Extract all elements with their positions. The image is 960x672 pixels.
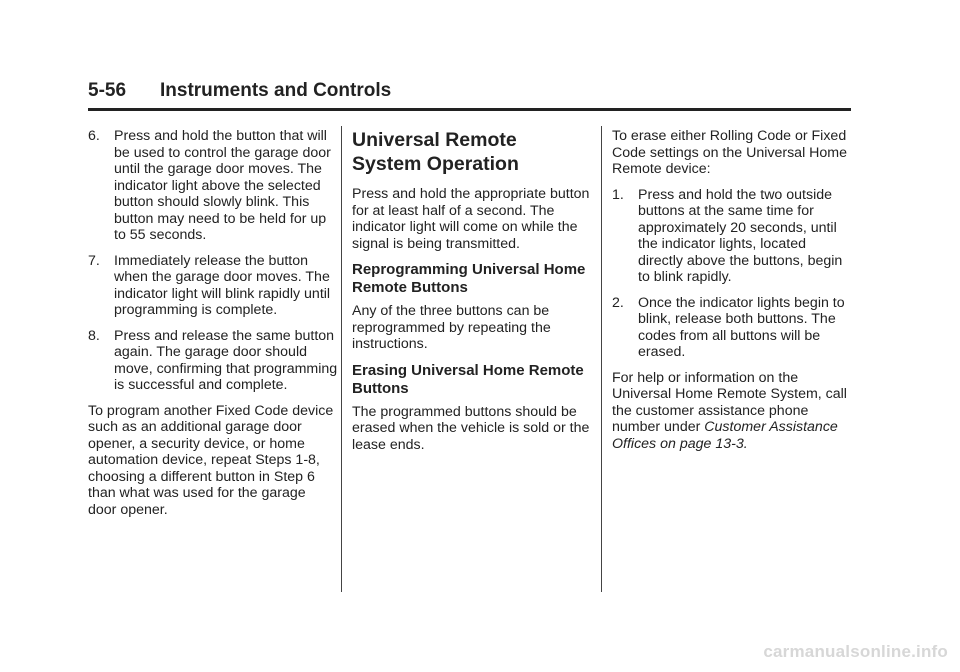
subsection-heading: Erasing Universal Home Remote Buttons: [352, 361, 584, 397]
step-number: 2.: [612, 294, 624, 311]
list-item: [88, 328, 338, 394]
column-divider: [341, 126, 342, 592]
section-heading: Universal Remote System Operation: [352, 129, 519, 175]
list-item: [612, 295, 852, 361]
help-text: For help or information on the Universal Home Remote System, call the customer assistance phone number under: [612, 369, 847, 435]
body-paragraph: To program another Fixed Code device such as an additional garage door opener, a security device, or home automation device, repeat Steps 1-8, choosing a different button in Step 6 than what was used for the garage door opener.: [88, 402, 334, 518]
list-item: [612, 187, 852, 286]
step-text: Press and hold the button that will be used to control the garage door until the garage door moves. The indicator light above the selected button should slowly blink. This button may need to be held for up to 55 seconds.: [114, 128, 331, 243]
column-right: [612, 128, 852, 461]
step-text: Press and hold the two outside buttons at the same time for approximately 20 seconds, until the indicator lights, located directly above the buttons, begin to blink rapidly.: [638, 186, 843, 285]
step-text: Press and release the same button again. The garage door should move, confirming that programming is successful and complete.: [114, 327, 338, 393]
column-left: [88, 128, 338, 527]
column-divider: [601, 126, 602, 592]
page-number: 5-56: [88, 80, 127, 101]
body-paragraph: The programmed buttons should be erased when the vehicle is sold or the lease ends.: [352, 403, 590, 453]
step-number: 6.: [88, 128, 100, 144]
subsection-heading: Reprogramming Universal Home Remote Buttons: [352, 261, 586, 296]
column-middle: [352, 128, 590, 462]
page-header: [88, 80, 851, 111]
section-title: Instruments and Controls: [160, 80, 392, 101]
body-paragraph: To erase either Rolling Code or Fixed Code settings on the Universal Home Remote device:: [612, 128, 848, 177]
step-text: Once the indicator lights begin to blink, release both buttons. The codes from all buttons will be erased.: [638, 294, 845, 360]
erase-steps-list: [612, 187, 852, 361]
step-number: 8.: [88, 327, 100, 344]
body-paragraph: Any of the three buttons can be reprogrammed by repeating the instructions.: [352, 303, 551, 352]
body-paragraph: Press and hold the appropriate button for at least half of a second. The indicator light will come on while the signal is being transmitted.: [352, 186, 590, 252]
watermark: carmanualsonline.info: [763, 642, 948, 661]
list-item: [88, 128, 338, 244]
list-item: [88, 253, 338, 319]
step-number: 1.: [612, 186, 624, 203]
help-paragraph: [612, 370, 852, 453]
programming-steps-list: [88, 128, 338, 394]
step-number: 7.: [88, 252, 100, 269]
step-text: Immediately release the button when the garage door moves. The indicator light will blink rapidly until programming is complete.: [114, 252, 331, 318]
cross-reference-link[interactable]: Customer Assistance Offices on page 13-3.: [612, 419, 838, 452]
